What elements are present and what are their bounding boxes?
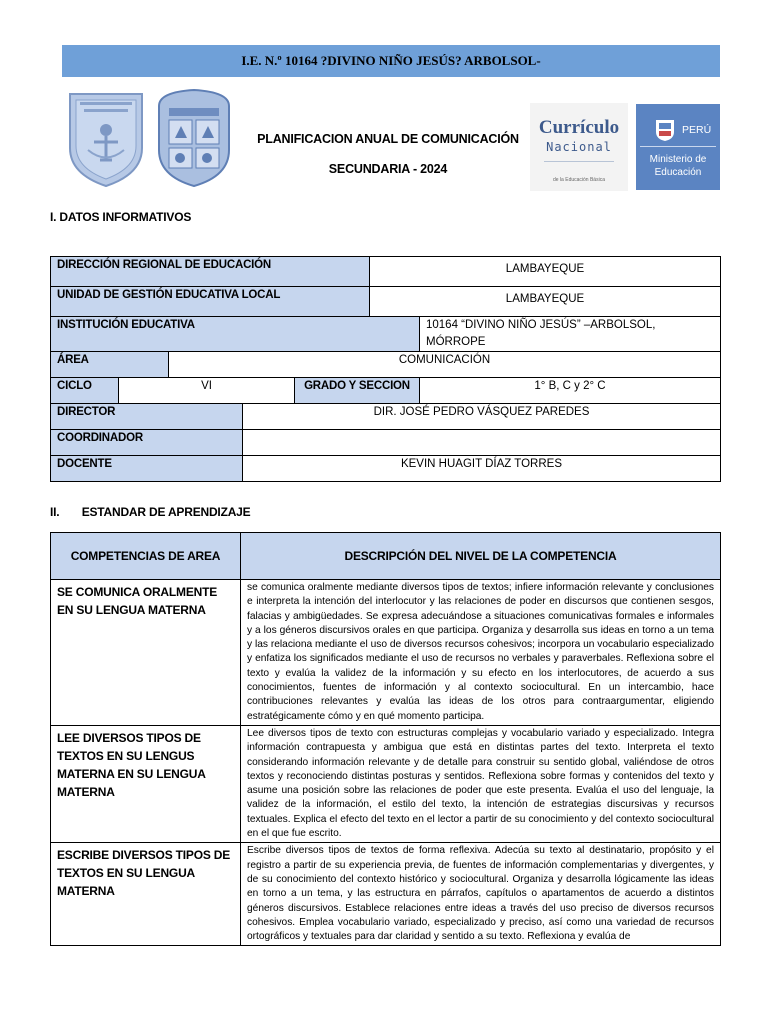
ie-label: INSTITUCIÓN EDUCATIVA: [51, 317, 420, 352]
table-row: [51, 580, 721, 726]
ugel-label: UNIDAD DE GESTIÓN EDUCATIVA LOCAL: [51, 287, 370, 317]
curriculo-logo-subtitle: Nacional: [546, 140, 612, 154]
area-value: COMUNICACIÓN: [169, 352, 721, 378]
grado-seccion-label: GRADO Y SECCION: [295, 378, 420, 404]
school-banner: I.E. N.º 10164 ?DIVINO NIÑO JESÚS? ARBOLSOL-: [62, 45, 720, 77]
grado-seccion-value: 1° B, C y 2° C: [420, 378, 721, 404]
table-row: [51, 352, 721, 378]
ciclo-value: VI: [119, 378, 295, 404]
dre-label: DIRECCIÓN REGIONAL DE EDUCACIÓN: [51, 257, 370, 287]
section-estandar-title: [50, 505, 250, 519]
table-row: [51, 257, 721, 287]
section-number: II.: [50, 505, 60, 519]
datos-informativos-table: [50, 256, 721, 482]
docente-label: DOCENTE: [51, 456, 243, 482]
table-header-row: [51, 533, 721, 580]
document-subtitle: SECUNDARIA - 2024: [328, 162, 448, 176]
ciclo-label: CICLO: [51, 378, 119, 404]
docente-value: KEVIN HUAGIT DÍAZ TORRES: [243, 456, 721, 482]
competencia-description: Escribe diversos tipos de textos de forma reflexiva. Adecúa su texto al destinatario, propósito y el registro a partir de su experiencia previa, de fuentes de información complementarias y divergentes, y de su conocimiento del contexto histórico y sociocultural. Organiza y desarrolla lógicamente las ideas en torno a un tema, y las estructura en párrafos, capítulos o apartamentos de acuerdo a distintos géneros discursivos. Establece relaciones entre ideas a través del uso preciso de diversos recursos cohesivos. Emplea vocabulario variado, especializado y preciso, así como una variedad de recursos ortográficos y textuales para dar claridad y sentido a su texto. Reflexiona y evalúa de: [241, 843, 721, 946]
column-header-descripcion: DESCRIPCIÓN DEL NIVEL DE LA COMPETENCIA: [241, 533, 721, 580]
curriculo-nacional-logo: [530, 103, 628, 191]
coordinador-label: COORDINADOR: [51, 430, 243, 456]
competencia-description: se comunica oralmente mediante diversos tipos de textos; infiere información relevante y conclusiones e interpreta la intención del interlocutor y las relaciones de poder en discursos que contienen sesgos, falacias y ambigüedades. Se expresa adecuándose a situaciones comunicativas formales e informales y a los géneros discursivos orales en que participa. Organiza y desarrolla sus ideas en torno a un tema y las relaciona mediante el uso de diversos recursos cohesivos; incorpora un vocabulario especializado y enfatiza los significados mediante el uso de recursos no verbales y paraverbales. Reflexiona sobre el texto y evalúa la validez de la información y su efecto en los interlocutores, de acuerdo a sus conocimientos, fuentes de información y al contexto sociocultural. En un intercambio, hace contribuciones relevantes y evalúa las ideas de los otros para contraargumentar, eligiendo estratégicamente cómo y en qué momento participa.: [241, 580, 721, 726]
director-value: DIR. JOSÉ PEDRO VÁSQUEZ PAREDES: [243, 404, 721, 430]
table-row: [51, 456, 721, 482]
peru-label: PERÚ: [682, 124, 712, 136]
competencia-name: SE COMUNICA ORALMENTE EN SU LENGUA MATERNA: [51, 580, 241, 726]
municipal-crest-logo: [153, 86, 235, 190]
column-header-competencias: COMPETENCIAS DE AREA: [51, 533, 241, 580]
ministerio-divider: [640, 146, 716, 147]
dre-value: LAMBAYEQUE: [370, 257, 721, 287]
ministerio-educacion-logo: [636, 104, 720, 190]
area-label: ÁREA: [51, 352, 169, 378]
competencia-name: ESCRIBE DIVERSOS TIPOS DE TEXTOS EN SU LENGUA MATERNA: [51, 843, 241, 946]
ugel-value: LAMBAYEQUE: [370, 287, 721, 317]
coordinador-value: [243, 430, 721, 456]
curriculo-logo-title: Currículo: [538, 117, 620, 138]
table-row: [51, 843, 721, 946]
table-row: [51, 287, 721, 317]
table-row: [51, 404, 721, 430]
ie-value: 10164 “DIVINO NIÑO JESÚS” –ARBOLSOL, MÓRROPE: [420, 317, 721, 352]
table-row: [51, 430, 721, 456]
director-label: DIRECTOR: [51, 404, 243, 430]
section-datos-informativos-title: I. DATOS INFORMATIVOS: [50, 210, 192, 224]
document-title: PLANIFICACION ANUAL DE COMUNICACIÓN: [257, 132, 519, 146]
document-title-block: [250, 124, 526, 184]
table-row: [51, 378, 721, 404]
ministerio-name: Ministerio de Educación: [649, 154, 707, 178]
table-row: [51, 317, 721, 352]
table-row: [51, 725, 721, 842]
school-crest-logo: [66, 90, 146, 188]
peru-shield-icon: [654, 118, 676, 142]
competencia-name: LEE DIVERSOS TIPOS DE TEXTOS EN SU LENGUS MATERNA EN SU LENGUA MATERNA: [51, 725, 241, 842]
section-estandar-label: ESTANDAR DE APRENDIZAJE: [81, 505, 251, 519]
competencia-description: Lee diversos tipos de texto con estructuras complejas y vocabulario variado y especializado. Integra información contrapuesta y ambigua que está en distintas partes del texto. Interpreta el texto considerando información relevante y de detalle para construir su sentido global, valiéndose de otros textos y reconociendo distintas posturas y sentidos. Reflexiona sobre formas y contenidos del texto y asume una posición sobre las relaciones de poder que este presenta. Evalúa el uso del lenguaje, la validez de la información, el estilo del texto, la intención de estrategias discursivas y recursos textuales. Explica el efecto del texto en el lector a partir de su conocimiento y del contexto sociocultural en el que fue escrito.: [241, 725, 721, 842]
curriculo-logo-divider: [544, 161, 614, 162]
curriculo-logo-note: de la Educación Básica: [553, 177, 605, 183]
competencias-table: [50, 532, 721, 946]
